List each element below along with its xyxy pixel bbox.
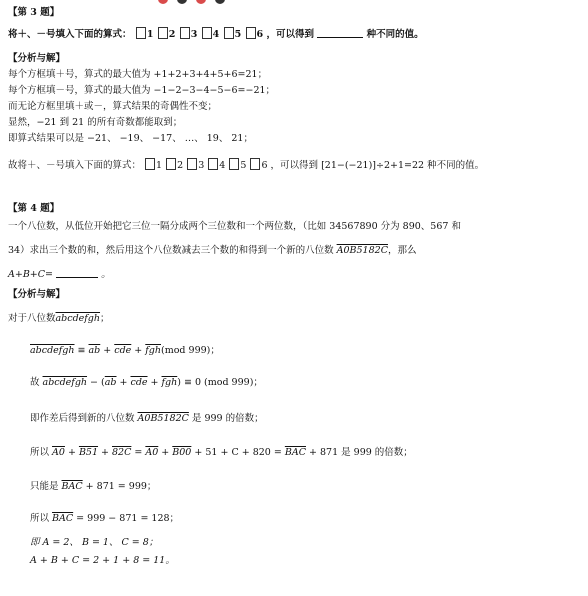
blank-box [250,158,260,170]
q3-conclusion-mid: ，可以得到 [270,160,319,171]
text: 对于八位数 [8,313,56,324]
text: ≡ [74,345,89,356]
number: 1 [156,160,163,171]
dot-icon [177,0,187,4]
number: 6 [261,160,268,171]
overlined-number: $\overline{BAC}$ [284,447,306,458]
overlined-number: B51 [78,447,99,458]
q3-prompt-pre: 将＋、－号填入下面的算式： [8,29,132,40]
overlined-number: A0B5182C [336,245,388,256]
q4-text-1: 一个八位数，从低位开始把它三位一隔分成两个三位数和一个两位数，（比如 34567890 分为 890、567 和 [8,221,461,232]
q3-line-4: 显然，−21 到 21 的所有奇数都能取到； [8,117,183,128]
blank-box [208,158,218,170]
blank-box [246,27,256,39]
q4-step-1 [8,312,110,326]
top-decoration [158,0,231,7]
q3-prompt [8,27,424,42]
q4-text-2 [8,244,416,258]
text: (mod 999)； [161,345,220,356]
overlined-number: A0 [52,447,65,458]
blank-box [136,27,146,39]
dot-icon [215,0,225,4]
number: 3 [198,160,205,171]
overlined-number: $\overline{cde}$ [114,345,132,356]
blank-box [187,158,197,170]
overlined-number: abcdefgh [55,313,101,324]
overlined-number: A0B5182C [137,413,189,424]
overlined-number: abcdefgh [30,345,75,356]
overlined-number: A0 [145,447,159,458]
number: 6 [256,29,264,40]
overlined-number: abcdefgh [42,377,88,388]
overlined-number: $\overline{fgh}$ [145,345,161,356]
q4-analysis-header: 【分析与解】 [8,289,66,300]
overlined-number: $\overline{fgh}$ [161,377,178,388]
number: 5 [234,29,242,40]
q3-conclusion-post: 种不同的值。 [427,160,485,171]
dot-icon [158,0,168,4]
q3-prompt-mid: ，可以得到 [266,29,314,40]
q4-step-8: 即 A = 2、 B = 1、 C = 8； [30,537,159,548]
q4-ask-end: 。 [101,269,111,280]
q4-step-3: 故 abcdefgh − $(\overline{ab} + \overline{cde} + \overline{fgh}) \equiv 0$ (mod 999)； [30,377,263,388]
overlined-number: 82C [112,447,132,458]
text: 只能是 [30,481,62,492]
q3-line-5: 即算式结果可以是 −21、 −19、 −17、 …、 19、 21； [8,133,253,144]
blank-box [224,27,234,39]
number: 5 [240,160,247,171]
q4-ask [8,268,111,282]
q4-step-4 [30,412,264,426]
q4-step-5: 所以 $A0 + B51 + 82C = A0 + B00 + 51 + C + 820 = \overline{BAC} + 871$ 是 999 的倍数； [30,447,413,458]
number: 2 [168,29,176,40]
q4-step-2: abcdefgh ≡ $\overline{ab} + \overline{cde} + \overline{fgh}(mod$ 999)； [30,345,220,356]
text: + 51 + C + 820 = [191,447,285,458]
q3-line-1: 每个方框填＋号，算式的最大值为 +1+2+3+4+5+6=21； [8,69,268,80]
overlined-number: $\overline{BAC}$ [61,481,83,492]
text: 即作差后得到新的八位数 [30,413,135,424]
q4-header: 【第 4 题】 [8,203,60,214]
overlined-number: $\overline{ab}$ [104,377,117,388]
answer-blank [56,277,98,278]
text: − ( [87,377,105,388]
text: + 871 是 999 的倍数； [305,447,413,458]
blank-box [180,27,190,39]
q4-text-2-post: ，那么 [387,245,417,256]
q3-header: 【第 3 题】 [8,7,60,18]
number: 2 [177,160,184,171]
blank-box [158,27,168,39]
text: ) ≡ 0 (mod 999)； [177,377,263,388]
q3-analysis-header: 【分析与解】 [8,53,66,64]
overlined-number: B00 [172,447,192,458]
overlined-number: $\overline{BAC}$ [52,513,74,524]
q3-line-2: 每个方框填－号，算式的最大值为 −1−2−3−4−5−6=−21； [8,85,276,96]
text: = [131,447,146,458]
number: 4 [212,29,220,40]
text: 所以 [30,447,53,458]
text: 是 999 的倍数； [191,413,264,424]
q4-text-2-pre: 34）求出三个数的和，然后用这个八位数减去三个数的和得到一个新的八位数 [8,245,334,256]
q3-conclusion-pre: 故将＋、－号填入下面的算式： [8,160,142,171]
answer-blank [317,37,363,38]
q4-step-7 [30,512,179,526]
dot-icon [196,0,206,4]
blank-box [202,27,212,39]
blank-box [145,158,155,170]
q3-conclusion [8,158,484,173]
number: 1 [146,29,154,40]
q4-step-9: A + B + C = 2 + 1 + 8 = 11。 [30,555,175,566]
blank-box [166,158,176,170]
text: = 999 − 871 = 128； [73,513,180,524]
text: + 871 = 999； [82,481,157,492]
text: 所以 [30,513,53,524]
text: ； [100,313,110,324]
q4-ask-expr: A+B+C= [8,269,53,280]
text: 故 [30,377,43,388]
number: 3 [190,29,198,40]
number: 4 [219,160,226,171]
blank-box [229,158,239,170]
q4-step-6 [30,480,156,494]
overlined-number: $\overline{cde}$ [130,377,148,388]
q3-conclusion-formula: [21−(−21)]÷2+1=22 [321,160,425,171]
q3-line-3: 而无论方框里填＋或－，算式结果的奇偶性不变； [8,101,218,112]
overlined-number: $\overline{ab}$ [88,345,101,356]
q3-prompt-post: 种不同的值。 [366,29,424,40]
